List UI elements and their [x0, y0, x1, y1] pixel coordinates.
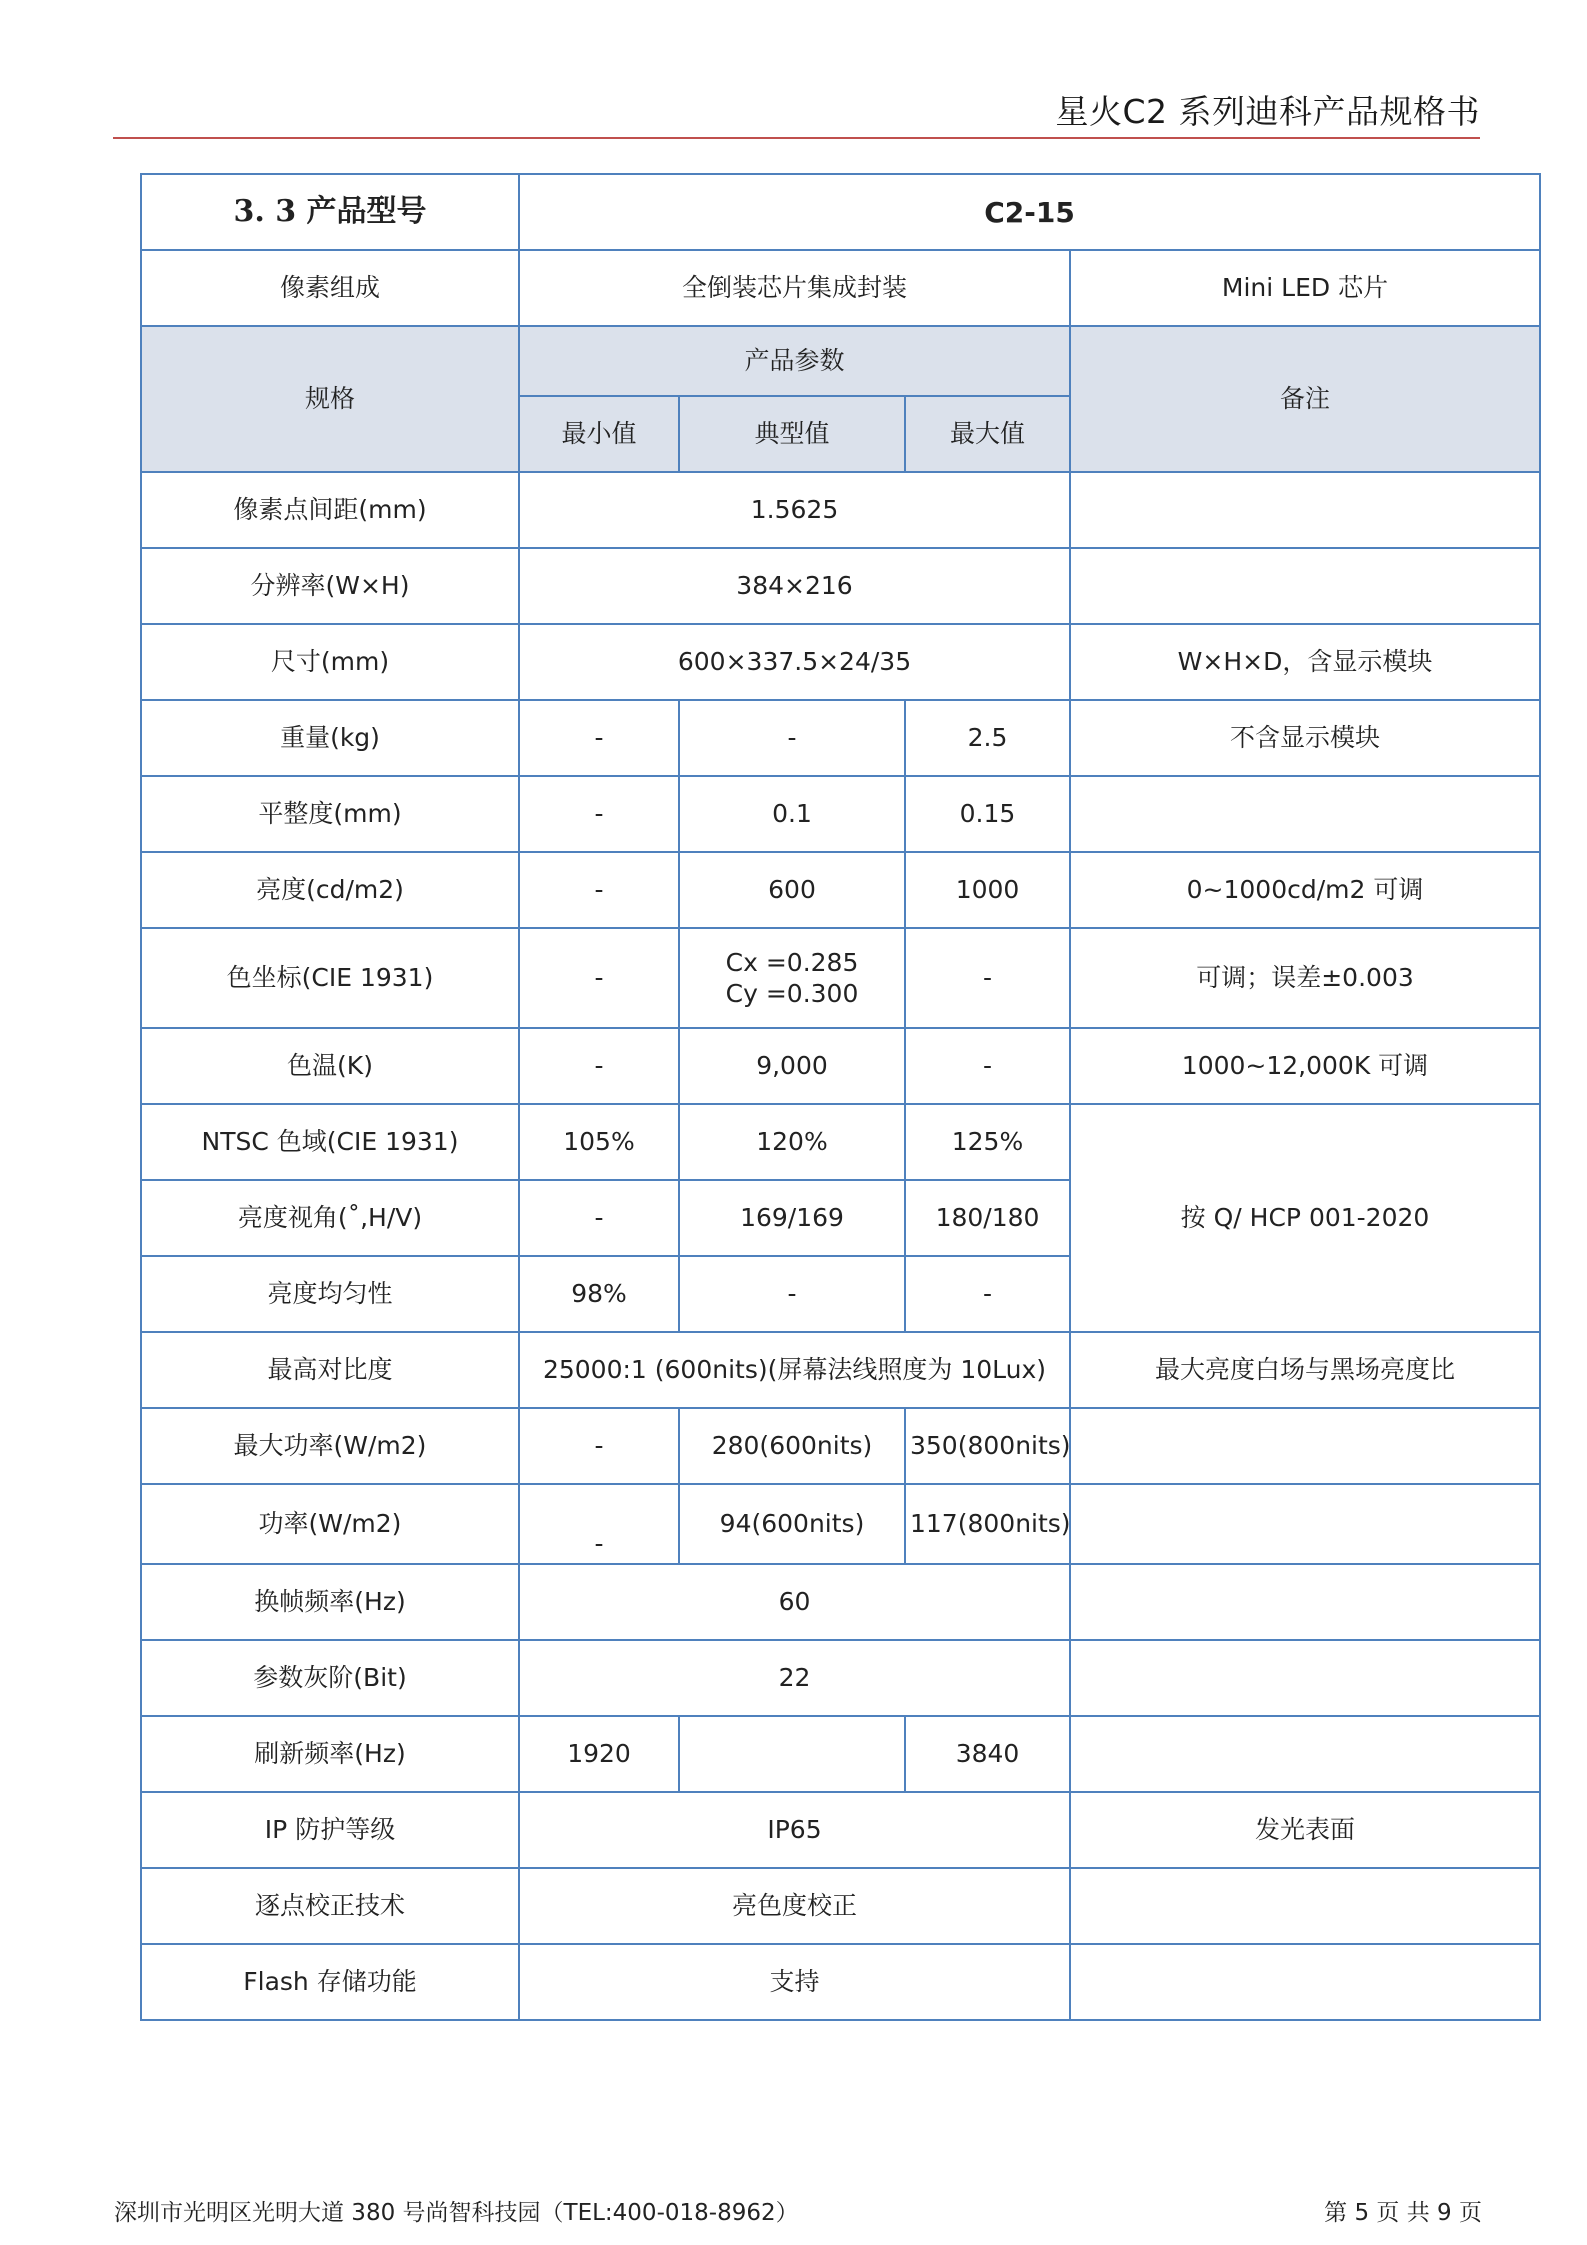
row-max: 350(800nits) — [905, 1408, 1070, 1484]
cx-value: Cx =0.285 — [725, 947, 859, 977]
row-max: - — [905, 928, 1070, 1028]
row-label: 色温(K) — [141, 1028, 519, 1104]
row-min: 98% — [519, 1256, 679, 1332]
row-value: IP65 — [519, 1792, 1070, 1868]
params-header: 产品参数 — [519, 326, 1070, 396]
row-note — [1070, 472, 1540, 548]
document-title: 星火C2 系列迪科产品规格书 — [1055, 92, 1480, 131]
row-max: 0.15 — [905, 776, 1070, 852]
row-note: 可调；误差±0.003 — [1070, 928, 1540, 1028]
row-max: 125% — [905, 1104, 1070, 1180]
row-label: 亮度均匀性 — [141, 1256, 519, 1332]
row-label: 换帧频率(Hz) — [141, 1564, 519, 1640]
row-note: 不含显示模块 — [1070, 700, 1540, 776]
row-min: - — [519, 1180, 679, 1256]
row-label: 重量(kg) — [141, 700, 519, 776]
row-max: - — [905, 1028, 1070, 1104]
row-typ: 169/169 — [679, 1180, 905, 1256]
row-max: 180/180 — [905, 1180, 1070, 1256]
row-note — [1070, 1408, 1540, 1484]
row-label: Flash 存储功能 — [141, 1944, 519, 2020]
row-label: 最高对比度 — [141, 1332, 519, 1408]
row-typ: 280(600nits) — [679, 1408, 905, 1484]
row-label: IP 防护等级 — [141, 1792, 519, 1868]
row-label: 刷新频率(Hz) — [141, 1716, 519, 1792]
max-header: 最大值 — [905, 396, 1070, 472]
row-min: 1920 — [519, 1716, 679, 1792]
row-note — [1070, 1944, 1540, 2020]
row-typ — [679, 928, 905, 1028]
row-min: - — [519, 1028, 679, 1104]
row-note: 0~1000cd/m2 可调 — [1070, 852, 1540, 928]
spec-table — [140, 173, 1541, 2021]
footer-address: 深圳市光明区光明大道 380 号尚智科技园（TEL:400-018-8962） — [114, 2200, 799, 2226]
page-number: 第 5 页 共 9 页 — [1324, 2200, 1482, 2226]
row-label: 参数灰阶(Bit) — [141, 1640, 519, 1716]
row-note — [1070, 548, 1540, 624]
row-label: 亮度视角(˚,H/V) — [141, 1180, 519, 1256]
row-label: 平整度(mm) — [141, 776, 519, 852]
row-min: - — [519, 700, 679, 776]
row-min: - — [519, 1484, 679, 1564]
row-value: 亮色度校正 — [519, 1868, 1070, 1944]
row-typ: 120% — [679, 1104, 905, 1180]
min-header: 最小值 — [519, 396, 679, 472]
row-typ: 9,000 — [679, 1028, 905, 1104]
row-min: - — [519, 852, 679, 928]
row-value: 25000:1 (600nits)(屏幕法线照度为 10Lux) — [519, 1332, 1070, 1408]
spec-header: 规格 — [141, 326, 519, 472]
row-typ: 94(600nits) — [679, 1484, 905, 1564]
row-note — [1070, 1640, 1540, 1716]
section-title: 3. 3 产品型号 — [141, 174, 519, 250]
row-note — [1070, 1484, 1540, 1564]
row-note: 最大亮度白场与黑场亮度比 — [1070, 1332, 1540, 1408]
note-header: 备注 — [1070, 326, 1540, 472]
row-note — [1070, 776, 1540, 852]
row-label: 逐点校正技术 — [141, 1868, 519, 1944]
row-note — [1070, 1564, 1540, 1640]
row-typ: 0.1 — [679, 776, 905, 852]
row-label: 亮度(cd/m2) — [141, 852, 519, 928]
row-label: 最大功率(W/m2) — [141, 1408, 519, 1484]
row-max: 1000 — [905, 852, 1070, 928]
row-note: W×H×D，含显示模块 — [1070, 624, 1540, 700]
row-label: 尺寸(mm) — [141, 624, 519, 700]
row-typ: 600 — [679, 852, 905, 928]
row-note: 发光表面 — [1070, 1792, 1540, 1868]
row-value: 60 — [519, 1564, 1070, 1640]
pixel-label: 像素组成 — [141, 250, 519, 326]
row-typ: - — [679, 1256, 905, 1332]
row-note: 按 Q/ HCP 001-2020 — [1070, 1104, 1540, 1332]
row-max: 2.5 — [905, 700, 1070, 776]
row-label: NTSC 色域(CIE 1931) — [141, 1104, 519, 1180]
pixel-value: 全倒装芯片集成封装 — [519, 250, 1070, 326]
row-value: 22 — [519, 1640, 1070, 1716]
row-value: 600×337.5×24/35 — [519, 624, 1070, 700]
row-note — [1070, 1716, 1540, 1792]
row-label: 功率(W/m2) — [141, 1484, 519, 1564]
row-label: 色坐标(CIE 1931) — [141, 928, 519, 1028]
row-min: - — [519, 1408, 679, 1484]
row-typ — [679, 1716, 905, 1792]
typ-header: 典型值 — [679, 396, 905, 472]
pixel-note: Mini LED 芯片 — [1070, 250, 1540, 326]
row-value: 1.5625 — [519, 472, 1070, 548]
row-min: - — [519, 928, 679, 1028]
cy-value: Cy =0.300 — [725, 979, 859, 1008]
row-typ: - — [679, 700, 905, 776]
row-max: - — [905, 1256, 1070, 1332]
row-value: 384×216 — [519, 548, 1070, 624]
row-max: 3840 — [905, 1716, 1070, 1792]
row-note — [1070, 1868, 1540, 1944]
row-min: - — [519, 776, 679, 852]
row-label: 像素点间距(mm) — [141, 472, 519, 548]
row-value: 支持 — [519, 1944, 1070, 2020]
row-min: 105% — [519, 1104, 679, 1180]
row-label: 分辨率(W×H) — [141, 548, 519, 624]
model-name: C2-15 — [519, 174, 1540, 250]
row-max: 117(800nits) — [905, 1484, 1070, 1564]
header-divider — [113, 137, 1480, 139]
row-note: 1000~12,000K 可调 — [1070, 1028, 1540, 1104]
